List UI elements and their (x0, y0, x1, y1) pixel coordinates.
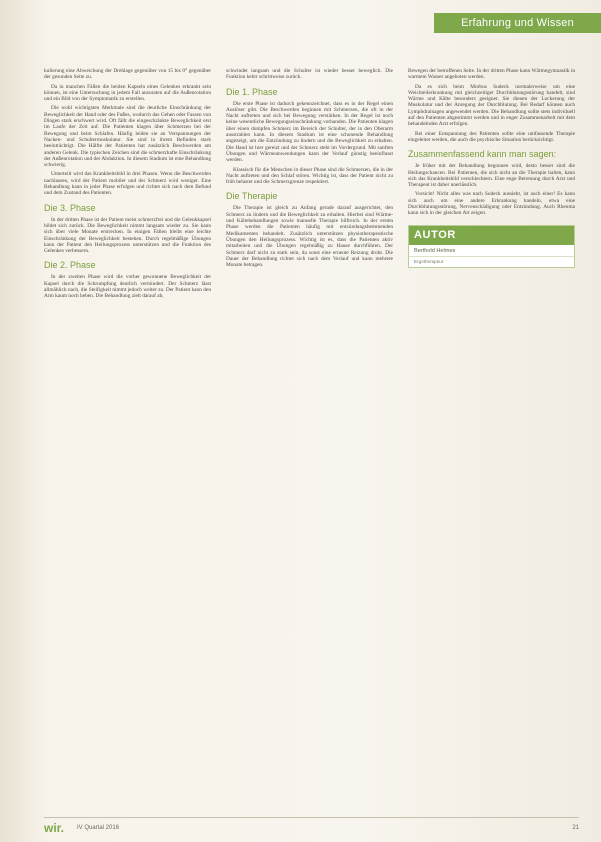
body-paragraph: Je früher mit der Behandlung begonnen wird, desto besser sind die Heilungschancen. Bei Patienten, die sich nicht an die Therapie halten, kann sich das Krankheitsbild verschlechtern. Eine enge Betreuung durch Arzt und Therapeut ist daher unerlässlich. (408, 163, 575, 189)
body-paragraph: Die Therapie ist gleich zu Anfang gerade darauf ausgerichtet, den Schmerz zu lindern und die Beweglichkeit zu erhalten. Hierbei sind Wärme- und Kältebehandlungen sowie manuelle Therapie hilfreich. In der ersten Phase werden die Patienten häufig mit entzündungshemmenden Medikamenten behandelt. Zusätzlich unterstützen physiotherapeutische Übungen den Heilungsprozess. Wichtig ist es, dass die Patienten aktiv mitarbeiten und die Übungen regelmäßig zu Hause durchführen. Der Schmerz darf nicht zu stark sein, da sonst eine erneute Reizung droht. Die Dauer der Behandlung richtet sich nach dem Verlauf und kann mehrere Monate betragen. (226, 205, 393, 269)
body-paragraph: Da in manchen Fällen die beiden Kapseln eines Gelenkes erkrankt sein können, ist eine Untersuchung in jedem Fall anzuraten auf die Außenrotation und ein Bild von der Symptomatik zu erstellen. (44, 83, 211, 103)
column-3-body (408, 68, 575, 217)
issue-label: IV Quartal 2016 (77, 825, 120, 831)
section-banner (434, 13, 601, 33)
section-heading: Die Therapie (226, 191, 278, 202)
section-heading: Zusammenfassend kann man sagen: (408, 149, 557, 160)
body-paragraph: Bewegen der betroffenen Seite. In der dritten Phase kann Wärmegymnastik in warmem Wasser angeboten werden. (408, 68, 575, 81)
body-paragraph: In der zweiten Phase wird die vorher gewonnene Beweglichkeit der Kapsel durch die Schrumpfung deutlich vermindert. Der Schmerz lässt allmählich nach, die Steifigkeit nimmt jedoch weiter zu. Der Patient kann den Arm kaum noch heben. Die Behandlung zielt darauf ab, (44, 274, 211, 300)
section-heading: Die 1. Phase (226, 86, 278, 97)
page-number: 21 (572, 825, 579, 831)
page-footer (44, 817, 579, 836)
body-paragraph: In der dritten Phase ist der Patient meist schmerzfrei und die Gelenkkapsel bildet sich zurück. Die Beweglichkeit nimmt langsam wieder zu. Sie kann sich über viele Monate erstrecken. In einigen Fällen bleibt eine leichte Einschränkung der Beweglichkeit bestehen. Durch regelmäßige Übungen kann der Patient den Heilungsprozess unterstützen und die Funktion des Gelenkes verbessern. (44, 216, 211, 255)
column-2 (226, 68, 393, 814)
body-paragraph: Da es sich beim Morbus Sudeck normalerweise um eine Weichteilerkrankung mit gleichzeitiger Durchblutungsstörung handelt, sind Wärme und Kälte besonders geeignet. Sie dienen der Lockerung der Muskulatur und der Anregung der Durchblutung. Bei Bedarf können auch Lymphdrainagen angewendet werden. Die Behandlung sollte stets individuell auf den Patienten abgestimmt werden und in enger Zusammenarbeit mit dem behandelnden Arzt erfolgen. (408, 83, 575, 128)
column-1 (44, 68, 211, 814)
author-role: Ergotherapeut (414, 258, 444, 264)
author-name: Berthold Helmes (409, 245, 574, 257)
body-paragraph: kulierung eine Abweichung der Drehlage gegenüber von 15 bis 0° gegenüber der gesunden Seite zu. (44, 68, 211, 81)
body-paragraph: Unterteilt wird das Krankheitsbild in drei Phasen. Wenn die Beschwerden nachlassen, wird der Patient mobiler und der Schmerz wird weniger. Eine Behandlung kann in jeder Phase erfolgen und richtet sich nach dem Befund und dem Zustand des Patienten. (44, 171, 211, 197)
section-title: Erfahrung und Wissen (461, 17, 574, 29)
author-box (408, 225, 575, 268)
author-label: AUTOR (409, 226, 574, 245)
column-3 (408, 68, 575, 814)
body-paragraph: Die erste Phase ist dadurch gekennzeichnet, dass es in der Regel einen Auslöser gibt. Die Beschwerden beginnen mit Schmerzen, die oft in der Nacht auftreten und sich bei Bewegung verstärken. In der Regel ist noch keine wesentliche Bewegungseinschränkung vorhanden. Die Patienten klagen über einen dumpfen Schmerz im Bereich der Schulter, der in den Oberarm ausstrahlen kann. In diesem Stadium ist eine schonende Behandlung angezeigt, um die Entzündung zu lindern und die Beweglichkeit zu erhalten. Die Hand ist hier gereizt und der Schmerz steht im Vordergrund. Mit sanften Übungen und Wärmeanwendungen kann der Verlauf günstig beeinflusst werden. (226, 100, 393, 164)
body-paragraph: schwindet langsam und die Schulter ist wieder besser beweglich. Die Funktion kehrt schrittweise zurück. (226, 68, 393, 81)
body-paragraph: Die wohl wichtigsten Merkmale sind die deutliche Einschränkung der Beweglichkeit der Hand oder des Fußes, wodurch das Gehen oder Fassen von Dingen stark erschwert wird. Oft fällt die eingeschränkte Beweglichkeit erst im Laufe der Zeit auf. Die Patienten klagen über Schmerzen bei der Bewegung und beim Schlafen. Häufig leiden sie an Verspannungen der Nacken- und Schultermuskulatur. Sie sind in ihrem Befinden stark beeinträchtigt. Die Hälfte der Patienten hat zusätzlich Beschwerden am anderen Gelenk. Die typischen Zeichen sind die schmerzhafte Einschränkung der Außenrotation und der Abduktion. In diesem Stadium ist eine Behandlung schwierig. (44, 105, 211, 169)
body-paragraph: Bei einer Entspannung des Patienten sollte eine umfassende Therapie eingeleitet werden, die auch die psychische Situation berücksichtigt. (408, 130, 575, 143)
body-paragraph: Vorsicht! Nicht alles was nach Sudeck aussieht, ist auch einer! Es kann sich auch um eine andere Erkrankung handeln, etwa eine Durchblutungsstörung, Nervenschädigung oder Entzündung. Auch Rheuma kann sich in der gleichen Art zeigen. (408, 191, 575, 217)
magazine-logo: wir. (44, 821, 65, 835)
section-heading: Die 3. Phase (44, 202, 96, 213)
section-heading: Die 2. Phase (44, 260, 96, 271)
article-columns (44, 68, 576, 814)
body-paragraph: Klassisch für die Menschen in dieser Phase sind die Schmerzen, die in der Nacht auftreten und den Schlaf stören. Wichtig ist, dass der Patient nicht zu früh belastet und die Schmerzgrenze respektiert. (226, 166, 393, 186)
